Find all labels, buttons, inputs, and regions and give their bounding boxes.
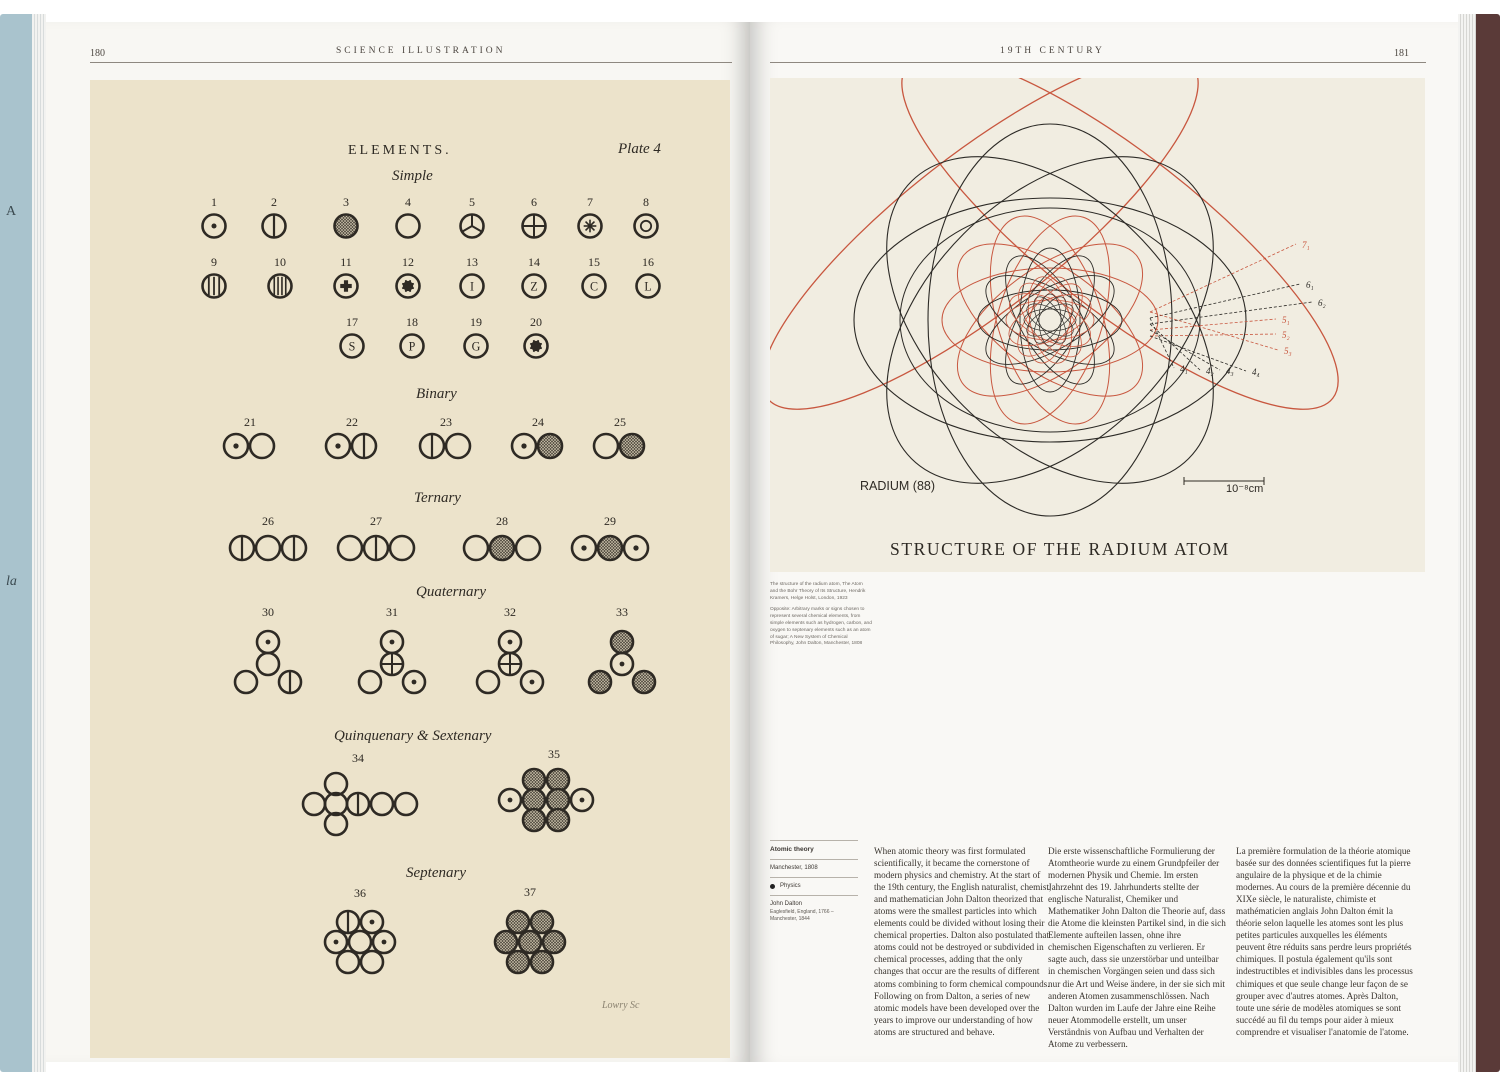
element-number: 34 — [352, 751, 364, 765]
element-symbol — [257, 653, 279, 675]
element-symbol — [401, 335, 424, 358]
element-number: 35 — [548, 747, 560, 761]
element-symbol — [499, 631, 521, 653]
body-text-german — [1048, 845, 1226, 1050]
element-symbol — [381, 653, 403, 675]
element-symbol — [465, 335, 488, 358]
element-number: 27 — [370, 514, 382, 528]
element-symbol — [512, 434, 536, 458]
category-dot-icon — [770, 884, 775, 889]
element-symbol — [611, 631, 633, 653]
element-symbol — [633, 671, 655, 693]
element-number: 33 — [616, 605, 628, 619]
element-symbol — [361, 951, 383, 973]
element-symbol — [446, 434, 470, 458]
orbit-label: 4₄ — [1252, 367, 1260, 377]
element-symbol — [538, 434, 562, 458]
element-symbol — [256, 536, 280, 560]
element-symbol — [263, 215, 286, 238]
element-symbol — [341, 335, 364, 358]
text-de: Die erste wissenschaftliche Formulierung der Atomtheorie wurde zu einem Grundpfeiler der modernen Physik und Chemie. Im ersten Jahrzehnt des 19. Jahrhunderts stellte der englische Naturalist, Chemiker und Mathematiker John Dalton die Theorie auf, dass die Atome die kleinsten Partikel sind, in die sich Elemente aufteilen lassen, ohne ihre chemischen Eigenschaften zu verlieren. Er sagte auch, dass sie unzerstörbar und unteilbar in chemischen Vorgängen seien und dass sich nur die Art und Weise ändere, in der sie sich mit anderen Atomen zusammenschlössen. Nach Dalton wurden im Laufe der Jahre eine Reihe neuer Atommodelle erstellt, um unser Verständnis von Aufbau und Verhalten der Atome zu verbessern. — [1048, 846, 1226, 1049]
scale-label: 10⁻⁸cm — [1226, 483, 1264, 495]
element-number: 12 — [402, 255, 414, 269]
element-symbol — [531, 951, 553, 973]
book-cover-left — [0, 14, 46, 1072]
caption-radium: The structure of the radium atom, The Atom and the Bohr Theory of Its Structure, Hendrik Kramers, Helge Holst, London, 1923 — [770, 582, 866, 601]
element-symbol — [583, 275, 606, 298]
section-quinquenary: Quinquenary & Sextenary — [334, 728, 492, 744]
orbit-label: 5₂ — [1282, 330, 1290, 340]
element-number: 31 — [386, 605, 398, 619]
dalton-elements-plate — [90, 80, 730, 1058]
element-symbol — [371, 793, 393, 815]
element-symbol — [519, 931, 541, 953]
element-symbol — [461, 275, 484, 298]
orbit-leader-line — [1150, 319, 1276, 330]
left-page — [46, 22, 750, 1062]
figure-caption — [770, 582, 872, 648]
section-ternary: Ternary — [414, 490, 461, 506]
element-symbol — [589, 671, 611, 693]
text-fr: La première formulation de la théorie atomique basée sur des données scientifiques fut la pierre angulaire de la physique et de la chimie modernes. Au cours de la première décennie du XIXe siècle, le naturaliste, chimiste et mathématicien anglais John Dalton émit la théorie selon laquelle les atomes sont les plus petites particules auxquelles les éléments peuvent être réduits sans perdre leurs propriétés chimiques. Il postula également qu'ils sont indestructibles et indivisibles dans les processus chimiques et que seule change leur façon de se grouper avec d'autres atomes. Après Dalton, toute une série de modèles atomiques se sont succédé au fil du temps pour aider à mieux comprendre et visualiser l'anatomie de l'atome. — [1236, 846, 1413, 1037]
element-number: 16 — [642, 255, 654, 269]
element-symbol — [224, 434, 248, 458]
head-rule-left — [90, 62, 732, 63]
element-number: 7 — [587, 195, 593, 209]
element-symbol — [507, 951, 529, 973]
sidebar-place-date: Manchester, 1808 — [770, 859, 858, 877]
body-text-french — [1236, 845, 1414, 1038]
element-number: 2 — [271, 195, 277, 209]
element-number: 24 — [532, 415, 544, 429]
svg-text:L: L — [644, 279, 652, 294]
orbit-leader-line — [1150, 312, 1278, 350]
orbit-label: 6₂ — [1318, 298, 1326, 308]
element-symbol — [525, 335, 548, 358]
element-symbol — [349, 931, 371, 953]
element-number: 6 — [531, 195, 537, 209]
element-symbol — [420, 434, 444, 458]
page-edges-left — [32, 14, 46, 1072]
element-symbol — [523, 215, 546, 238]
element-number: 21 — [244, 415, 256, 429]
element-symbol — [543, 931, 565, 953]
element-symbol — [326, 434, 350, 458]
orbit-label: 7₁ — [1302, 240, 1310, 250]
element-symbol — [620, 434, 644, 458]
element-symbol — [624, 536, 648, 560]
black-orbit — [825, 95, 1275, 545]
radium-atom-figure — [770, 78, 1425, 572]
running-head-right — [1000, 46, 1105, 56]
element-number: 29 — [604, 514, 616, 528]
element-symbol — [594, 434, 618, 458]
element-symbol — [250, 434, 274, 458]
inner-red-orbit — [1006, 273, 1093, 366]
inner-orbit — [988, 243, 1112, 398]
element-number: 37 — [524, 885, 536, 899]
plate-title: ELEMENTS. — [348, 143, 452, 158]
plate-signature: Lowry Sc — [602, 1000, 640, 1011]
element-number: 5 — [469, 195, 475, 209]
element-number: 19 — [470, 315, 482, 329]
element-symbol — [523, 275, 546, 298]
orbit-label: 6₁ — [1306, 280, 1314, 290]
spine-letter-la: la — [6, 574, 17, 589]
caption-opposite: Opposite: Arbitrary marks or signs chosen to represent several chemical elements, from simple elements such as hydrogen, carbon, and oxygen to septenary elements such as an atom of sugar; A New System of Chemical Philosophy, John Dalton, Manchester, 1808 — [770, 607, 872, 647]
sidebar-person-name: John Dalton — [770, 901, 803, 907]
element-number: 15 — [588, 255, 600, 269]
element-symbol — [279, 671, 301, 693]
running-head-text: 19TH CENTURY — [1000, 46, 1105, 56]
black-orbit — [928, 124, 1172, 516]
element-symbol — [397, 215, 420, 238]
svg-text:G: G — [471, 339, 481, 354]
element-symbol — [257, 631, 279, 653]
element-number: 13 — [466, 255, 478, 269]
element-symbol — [598, 536, 622, 560]
element-symbol — [335, 215, 358, 238]
outer-red-orbit — [859, 78, 1381, 460]
element-number: 4 — [405, 195, 411, 209]
element-symbol — [269, 275, 292, 298]
element-number: 11 — [340, 255, 352, 269]
element-number: 14 — [528, 255, 540, 269]
element-symbol — [337, 951, 359, 973]
black-orbit — [825, 95, 1275, 545]
element-symbol — [499, 653, 521, 675]
element-symbol — [579, 215, 602, 238]
element-symbol — [516, 536, 540, 560]
element-number: 25 — [614, 415, 626, 429]
element-number: 3 — [343, 195, 349, 209]
element-symbol — [403, 671, 425, 693]
plate-number: Plate 4 — [618, 141, 661, 157]
element-number: 30 — [262, 605, 274, 619]
element-number: 23 — [440, 415, 452, 429]
element-symbol — [364, 536, 388, 560]
element-symbol — [397, 275, 420, 298]
element-symbol — [461, 215, 484, 238]
section-binary: Binary — [416, 386, 457, 402]
element-number: 22 — [346, 415, 358, 429]
inner-orbit — [1020, 248, 1080, 392]
orbit-label: 5₁ — [1282, 315, 1290, 325]
orbit-label: 4₂ — [1206, 366, 1214, 376]
element-symbol — [572, 536, 596, 560]
element-symbol — [203, 275, 226, 298]
sidebar-category — [770, 877, 858, 895]
black-orbit — [900, 208, 1200, 432]
red-orbit — [942, 268, 1158, 372]
element-symbol — [381, 631, 403, 653]
svg-text:I: I — [469, 279, 475, 294]
outer-red-orbit — [770, 78, 1241, 460]
orbit-label: 5₃ — [1284, 346, 1292, 356]
folio-left: 180 — [90, 48, 105, 59]
right-page — [750, 22, 1458, 1062]
element-number: 36 — [354, 886, 366, 900]
body-text-english — [874, 845, 1052, 1038]
svg-text:P: P — [408, 339, 416, 354]
element-symbol — [282, 536, 306, 560]
element-symbol — [507, 911, 529, 933]
section-quaternary: Quaternary — [416, 584, 486, 600]
element-number: 9 — [211, 255, 217, 269]
book-cover-right — [1458, 14, 1500, 1072]
element-number: 26 — [262, 514, 274, 528]
element-number: 32 — [504, 605, 516, 619]
page-edges-right — [1458, 14, 1476, 1072]
red-orbit — [932, 214, 1168, 425]
element-symbol — [303, 793, 325, 815]
svg-text:S: S — [348, 339, 356, 354]
element-symbol — [373, 931, 395, 953]
figure-title: STRUCTURE OF THE RADIUM ATOM — [890, 539, 1230, 559]
element-symbol — [395, 793, 417, 815]
element-symbol — [611, 653, 633, 675]
element-symbol — [337, 911, 359, 933]
element-number: 20 — [530, 315, 542, 329]
section-simple: Simple — [392, 168, 433, 184]
head-rule-right — [770, 62, 1426, 63]
element-symbol — [571, 789, 593, 811]
element-number: 17 — [346, 315, 358, 329]
orbit-leader-line — [1150, 284, 1300, 318]
inner-orbit — [978, 290, 1122, 350]
sidebar-person-detail: Eaglesfield, England, 1766 – Manchester, 1844 — [770, 909, 834, 922]
element-symbol — [230, 536, 254, 560]
element-symbol — [359, 671, 381, 693]
element-symbol — [637, 275, 660, 298]
radium-label: RADIUM (88) — [860, 479, 936, 493]
element-symbol — [495, 931, 517, 953]
element-symbol — [352, 434, 376, 458]
orbit-label: 4₃ — [1226, 366, 1234, 376]
svg-text:Z: Z — [530, 279, 538, 294]
element-number: 18 — [406, 315, 418, 329]
radium-atom-diagram — [770, 78, 1425, 572]
folio-right: 181 — [1394, 48, 1409, 59]
element-symbol — [390, 536, 414, 560]
element-symbol — [361, 911, 383, 933]
running-head-left: SCIENCE ILLUSTRATION — [336, 46, 506, 56]
orbit-label: 4₁ — [1180, 364, 1188, 374]
element-symbol — [477, 671, 499, 693]
sidebar-topic: Atomic theory — [770, 840, 858, 859]
element-number: 8 — [643, 195, 649, 209]
element-symbol — [490, 536, 514, 560]
text-en: When atomic theory was first formulated scientifically, it became the cornerstone of modern physics and chemistry. At the start of the 19th century, the English naturalist, chemist, and mathematician John Dalton theorized that atoms were the smallest particles into which elements could be divided without losing their chemical properties. Dalton also postulated that atoms could not be destroyed or subdivided in chemical processes, adding that the only changes that occur are the results of different atoms combining to form chemical compounds. Following on from Dalton, a series of new atomic models have been developed over the years to improve our understanding of how atoms are structured and behave. — [874, 846, 1052, 1037]
orbit-leader-line — [1150, 334, 1276, 336]
black-orbit — [854, 198, 1246, 442]
element-symbol — [547, 809, 569, 831]
sidebar-category-label: Physics — [780, 883, 801, 889]
element-symbol — [347, 793, 369, 815]
inner-orbit — [988, 243, 1112, 398]
element-symbol — [235, 671, 257, 693]
element-symbol — [531, 911, 553, 933]
element-symbol — [203, 215, 226, 238]
element-symbol — [464, 536, 488, 560]
element-symbol — [635, 215, 658, 238]
element-symbol — [335, 275, 358, 298]
sidebar-person — [770, 895, 858, 928]
element-number: 1 — [211, 195, 217, 209]
element-symbol — [499, 789, 521, 811]
element-number: 28 — [496, 514, 508, 528]
element-symbol — [523, 809, 545, 831]
section-septenary: Septenary — [406, 865, 466, 881]
element-symbol — [338, 536, 362, 560]
red-orbit — [932, 214, 1168, 425]
elements-plate-svg — [90, 80, 730, 1058]
spine-letter-a: A — [6, 204, 17, 219]
svg-text:C: C — [589, 279, 599, 294]
element-number: 10 — [274, 255, 286, 269]
fact-sidebar — [770, 840, 858, 928]
element-symbol — [325, 931, 347, 953]
element-symbol — [521, 671, 543, 693]
